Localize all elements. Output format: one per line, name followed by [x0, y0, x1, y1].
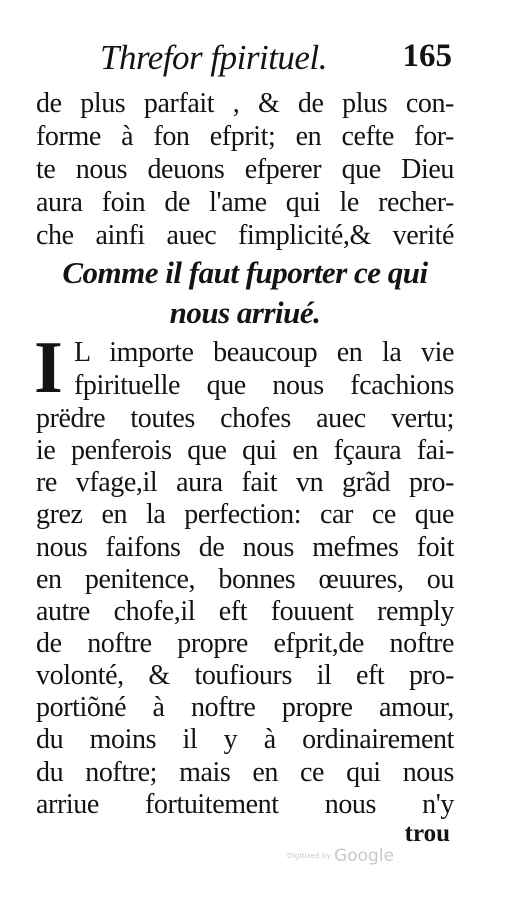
text-line: te nous deuons efperer que Dieu: [36, 154, 454, 185]
drop-cap: I: [34, 327, 63, 409]
text-line: nous faifons de nous mefmes foit: [36, 532, 454, 563]
text-line: L importe beaucoup en la vie: [74, 337, 454, 368]
text-line: ie penferois que qui en fçaura fai-: [36, 435, 454, 466]
text-line: re vfage,il aura fait vn grãd pro-: [36, 467, 454, 498]
text-line: che ainfi auec fimplicité,& verité: [36, 220, 454, 251]
heading-line: Comme il faut fuporter ce qui: [62, 255, 428, 290]
page-header: [100, 38, 452, 82]
text-line: de plus parfait , & de plus con-: [36, 88, 454, 119]
text-line: du moins il y à ordinairement: [36, 724, 454, 755]
heading-line: nous arriué.: [169, 295, 321, 330]
text-line: aura foin de l'ame qui le recher-: [36, 187, 454, 218]
running-title: Threfor fpirituel.: [100, 38, 327, 77]
text-line: forme à fon efprit; en cefte for-: [36, 121, 454, 152]
catchword: trou: [404, 820, 450, 847]
text-line: autre chofe,il eft fouuent remply: [36, 596, 454, 627]
text-line: portiõné à noftre propre amour,: [36, 692, 454, 723]
text-line: du noftre; mais en ce qui nous: [36, 757, 454, 788]
text-line: arriue fortuitement nous n'y: [36, 789, 454, 820]
page-number: 165: [402, 38, 452, 74]
watermark-brand: Google: [334, 846, 395, 866]
text-line: en penitence, bonnes œuures, ou: [36, 564, 454, 595]
text-line: prëdre toutes chofes auec vertu;: [36, 403, 454, 434]
watermark-prefix: Digitized by: [287, 852, 332, 860]
text-line: fpirituelle que nous fcachions: [74, 370, 454, 401]
text-line: volonté, & toufiours il eft pro-: [36, 660, 454, 691]
text-line: de noftre propre efprit,de noftre: [36, 628, 454, 659]
digitization-watermark: [287, 846, 394, 866]
text-line: grez en la perfection: car ce que: [36, 499, 454, 530]
